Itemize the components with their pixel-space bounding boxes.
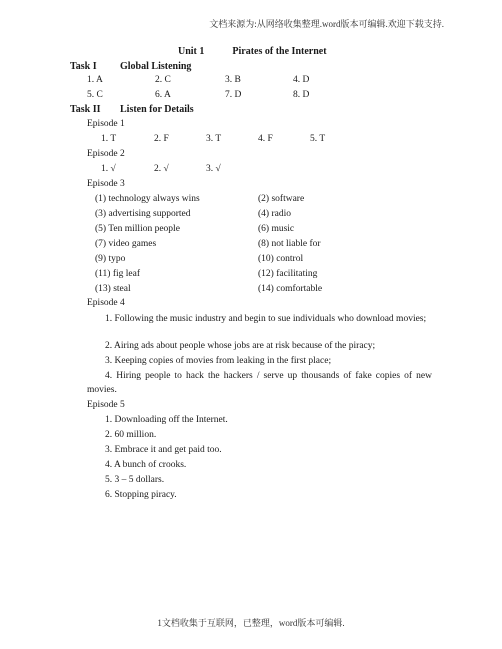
- episode-5-answer: 2. 60 million.: [105, 430, 157, 440]
- answer: (11) fig leaf: [95, 269, 141, 279]
- answer: 3. √: [206, 164, 221, 174]
- answer: 1. A: [87, 75, 103, 85]
- episode-1-label: Episode 1: [87, 119, 125, 129]
- answer: 4. D: [293, 75, 310, 85]
- answer: 6. A: [155, 90, 171, 100]
- task-1-name: Global Listening: [120, 61, 192, 72]
- page-header-note: 文档来源为:从网络收集整理.word版本可编辑.欢迎下载支持.: [209, 19, 444, 29]
- episode-4-answer-1: 1. Following the music industry and begin to sue individuals who download movies;: [105, 314, 427, 324]
- answer: (5) Ten million people: [95, 224, 180, 234]
- answer: 5. C: [87, 90, 103, 100]
- answer: 1. T: [101, 134, 117, 144]
- episode-2-label: Episode 2: [87, 149, 125, 159]
- episode-4-label: Episode 4: [87, 298, 125, 308]
- episode-5-answer: 5. 3 – 5 dollars.: [105, 475, 165, 485]
- answer: 4. F: [258, 134, 273, 144]
- answer: 2. C: [155, 75, 171, 85]
- episode-5-answer: 6. Stopping piracy.: [105, 490, 177, 500]
- page-footer-note: 1文档收集于互联网，已整理，word版本可编辑.: [157, 618, 345, 628]
- episode-5-answer: 1. Downloading off the Internet.: [105, 415, 228, 425]
- answer: (13) steal: [95, 284, 131, 294]
- answer: 7. D: [225, 90, 242, 100]
- answer: 5. T: [310, 134, 326, 144]
- answer: 8. D: [293, 90, 310, 100]
- answer: (9) typo: [95, 254, 126, 264]
- answer: 2. F: [154, 134, 169, 144]
- unit-title: [178, 46, 327, 57]
- task-1-label: Task I: [70, 61, 97, 72]
- answer: (6) music: [258, 224, 295, 234]
- task-2-heading: [70, 104, 194, 115]
- answer: 3. T: [206, 134, 222, 144]
- answer: (2) software: [258, 194, 305, 204]
- answer: (1) technology always wins: [95, 194, 200, 204]
- episode-4-answer-4: 4. Hiring people to hack the hackers / serve up thousands of fake copies of new movies.: [87, 371, 432, 395]
- unit-label: Unit 1: [178, 46, 205, 57]
- task-2-label: Task II: [70, 104, 101, 115]
- task-2-name: Listen for Details: [120, 104, 194, 115]
- answer: 2. √: [154, 164, 169, 174]
- answer: (12) facilitating: [258, 269, 318, 279]
- task-1-heading: [70, 61, 192, 72]
- answer: 1. √: [101, 164, 116, 174]
- answer: (7) video games: [95, 239, 157, 249]
- episode-4-answer-2: 2. Airing ads about people whose jobs are at risk because of the piracy;: [105, 341, 376, 351]
- episode-5-label: Episode 5: [87, 400, 125, 410]
- answer: 3. B: [225, 75, 241, 85]
- answer: (10) control: [258, 254, 304, 264]
- answer: (8) not liable for: [258, 239, 321, 249]
- episode-5-answer: 4. A bunch of crooks.: [105, 460, 187, 470]
- episode-4-answer-3: 3. Keeping copies of movies from leaking in the first place;: [105, 356, 332, 366]
- episode-5-answer: 3. Embrace it and get paid too.: [105, 445, 222, 455]
- answer: (4) radio: [258, 209, 291, 219]
- unit-name: Pirates of the Internet: [232, 46, 327, 57]
- episode-3-label: Episode 3: [87, 179, 125, 189]
- answer: (14) comfortable: [258, 284, 323, 294]
- answer: (3) advertising supported: [95, 209, 191, 219]
